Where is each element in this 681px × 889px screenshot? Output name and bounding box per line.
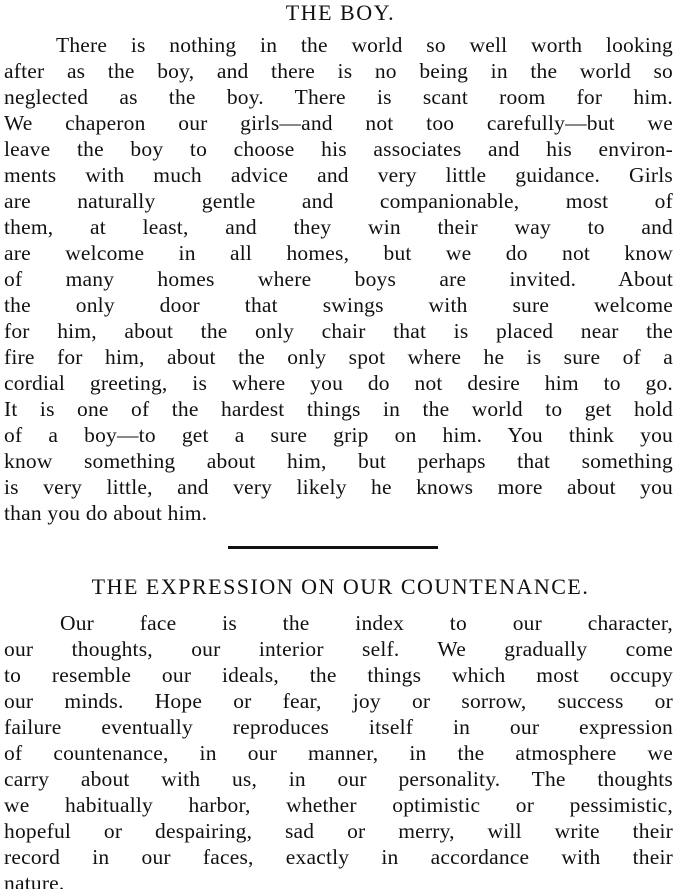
article-title-the-boy: THE BOY.: [285, 0, 396, 25]
article1-line-7: are naturally gentle and companionable, most of: [4, 189, 673, 213]
article2-line-5: failure eventually reproduces itself in our expression: [4, 715, 673, 739]
section-divider: [228, 546, 438, 549]
article1-line-11: the only door that swings with sure welcome: [4, 293, 673, 317]
article1-line-19: than you do about him.: [4, 501, 208, 525]
article1-line-9: are welcome in all homes, but we do not know: [4, 241, 673, 265]
article1-line-13: fire for him, about the only spot where he is sure of a: [4, 345, 673, 369]
article2-line-3: to resemble our ideals, the things which most occupy: [4, 663, 673, 687]
article1-line-15: It is one of the hardest things in the world to get hold: [4, 397, 673, 421]
article2-line-1: Our face is the index to our character,: [60, 611, 673, 635]
article1-line-12: for him, about the only chair that is placed near the: [4, 319, 673, 343]
article2-line-2: our thoughts, our interior self. We gradually come: [4, 637, 673, 661]
article1-line-4: We chaperon our girls—and not too carefully—but we: [4, 111, 673, 135]
article1-line-3: neglected as the boy. There is scant room for him.: [4, 85, 673, 109]
article-title-expression: THE EXPRESSION ON OUR COUNTENANCE.: [91, 574, 590, 599]
article2-line-4: our minds. Hope or fear, joy or sorrow, success or: [4, 689, 673, 713]
article1-line-8: them, at least, and they win their way to and: [4, 215, 673, 239]
article2-line-10: record in our faces, exactly in accordance with their: [4, 845, 673, 869]
article2-line-8: we habitually harbor, whether optimistic or pessimistic,: [4, 793, 673, 817]
article1-line-10: of many homes where boys are invited. About: [4, 267, 673, 291]
article1-line-6: ments with much advice and very little guidance. Girls: [4, 163, 673, 187]
article2-line-6: of countenance, in our manner, in the atmosphere we: [4, 741, 673, 765]
article1-line-18: is very little, and very likely he knows more about you: [4, 475, 673, 499]
article2-line-9: hopeful or despairing, sad or merry, will write their: [4, 819, 673, 843]
article2-line-11: nature.: [4, 871, 65, 889]
article2-line-7: carry about with us, in our personality. The thoughts: [4, 767, 673, 791]
article1-line-16: of a boy—to get a sure grip on him. You think you: [4, 423, 673, 447]
article1-line-17: know something about him, but perhaps that something: [4, 449, 673, 473]
article1-line-2: after as the boy, and there is no being in the world so: [4, 59, 673, 83]
article1-line-1: There is nothing in the world so well worth looking: [56, 33, 673, 57]
article1-line-5: leave the boy to choose his associates and his environ-: [4, 137, 673, 161]
article1-line-14: cordial greeting, is where you do not desire him to go.: [4, 371, 673, 395]
